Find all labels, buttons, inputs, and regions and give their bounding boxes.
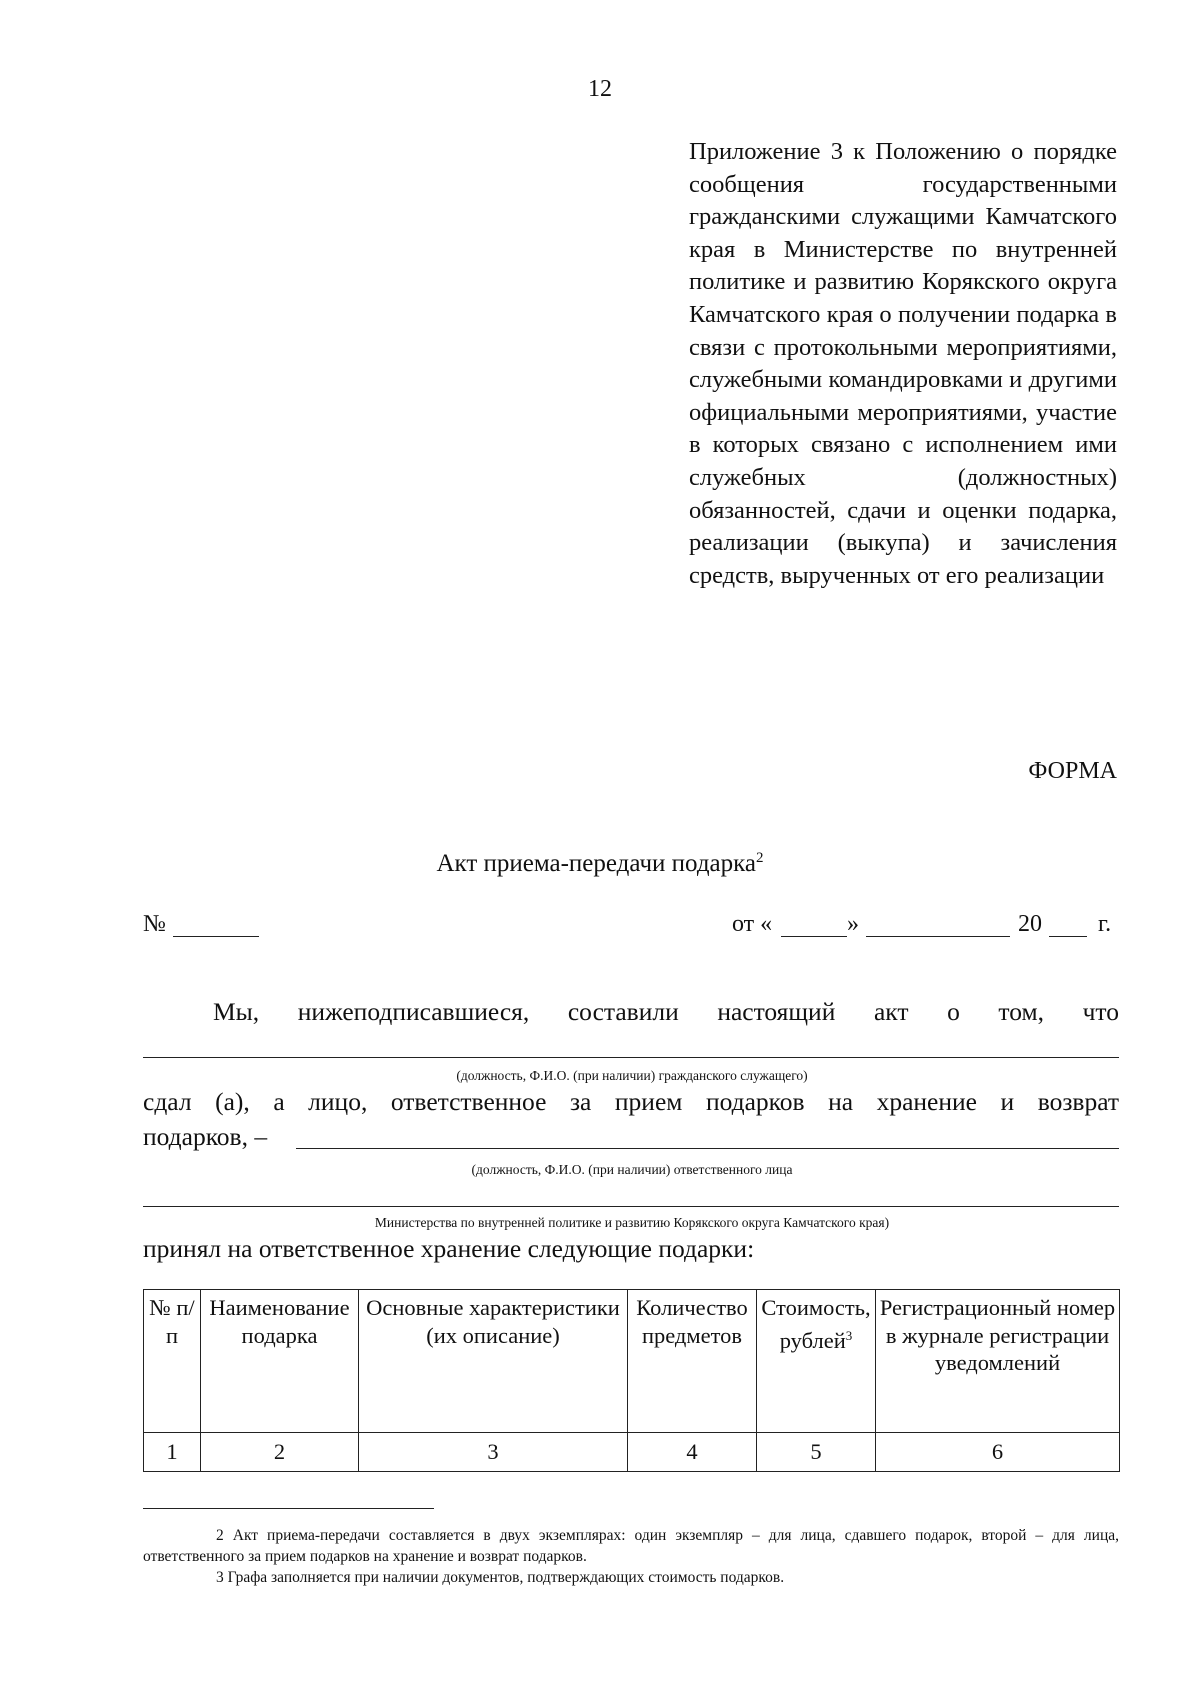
table-header-row	[144, 1290, 1120, 1433]
date-from-label: от «	[732, 911, 773, 937]
employee-fill-line	[143, 1057, 1119, 1058]
col-header-quantity: Количество предметов	[628, 1290, 757, 1433]
gifts-label: подарков, –	[143, 1122, 268, 1151]
table-cell: 3	[359, 1433, 628, 1472]
footnote-2: 2 Акт приема-передачи составляется в двух экземплярах: один экземпляр – для лица, сдавшего подарок, второй – для лица, ответственного за прием подарков на хранение и возврат подарков.	[143, 1527, 1119, 1565]
responsible-caption: (должность, Ф.И.О. (при наличии) ответственного лица	[471, 1162, 793, 1177]
footnotes	[143, 1525, 1119, 1588]
col-header-cost	[757, 1290, 876, 1433]
document-title	[0, 850, 1200, 878]
act-number-blank	[173, 936, 259, 937]
col-header-characteristics: Основные характеристики (их описание)	[359, 1290, 628, 1433]
responsible-fill-line	[296, 1148, 1119, 1149]
date-day-blank	[781, 936, 847, 937]
appendix-reference: Приложение 3 к Положению о порядке сообщения государственными гражданскими служащими Камчатского края в Министерстве по внутренней политике и развитию Корякского округа Камчатского края о получении подарка в связи с протокольными мероприятиями, служебными командировками и другими официальными мероприятиями, участие в которых связано с исполнением ими служебных (должностных) обязанностей, сдачи и оценки подарка, реализации (выкупа) и зачисления средств, вырученных от его реализации	[689, 138, 1117, 589]
table-row	[144, 1433, 1120, 1472]
table-cell: 4	[628, 1433, 757, 1472]
ministry-fill-line	[143, 1206, 1119, 1207]
footnote-separator	[143, 1508, 434, 1509]
table-cell: 1	[144, 1433, 201, 1472]
date-year-suffix: г.	[1098, 911, 1112, 937]
gifts-table	[143, 1289, 1120, 1472]
table-cell: 2	[201, 1433, 359, 1472]
title-footnote-ref: 2	[756, 850, 764, 866]
handed-over-text: сдал (а), а лицо, ответственное за прием подарков на хранение и возврат	[143, 1087, 1119, 1116]
form-label: ФОРМА	[1028, 758, 1117, 784]
date-quote-close: »	[847, 911, 859, 937]
title-text: Акт приема-передачи подарка	[436, 850, 757, 877]
intro-text: Мы, нижеподписавшиеся, составили настоящий акт о том, что	[213, 997, 1119, 1026]
date-year-blank	[1049, 936, 1087, 937]
page-number: 12	[588, 76, 612, 102]
accepted-text: принял на ответственное хранение следующие подарки:	[143, 1234, 755, 1263]
col-header-gift-name: Наименование подарка	[201, 1290, 359, 1433]
date-year-prefix: 20	[1018, 911, 1042, 937]
cost-header-text: Стоимость, рублей	[761, 1295, 871, 1353]
table-cell: 6	[876, 1433, 1120, 1472]
col-header-number: № п/п	[144, 1290, 201, 1433]
ministry-caption: Министерства по внутренней политике и развитию Корякского округа Камчатского края)	[374, 1215, 890, 1230]
act-number-label: №	[143, 911, 166, 937]
col-header-registration: Регистрационный номер в журнале регистрации уведомлений	[876, 1290, 1120, 1433]
cost-footnote-ref: 3	[845, 1327, 853, 1343]
table-cell: 5	[757, 1433, 876, 1472]
date-month-blank	[866, 936, 1010, 937]
employee-caption: (должность, Ф.И.О. (при наличии) гражданского служащего)	[456, 1068, 808, 1083]
footnote-3: 3 Графа заполняется при наличии документов, подтверждающих стоимость подарков.	[216, 1569, 785, 1586]
